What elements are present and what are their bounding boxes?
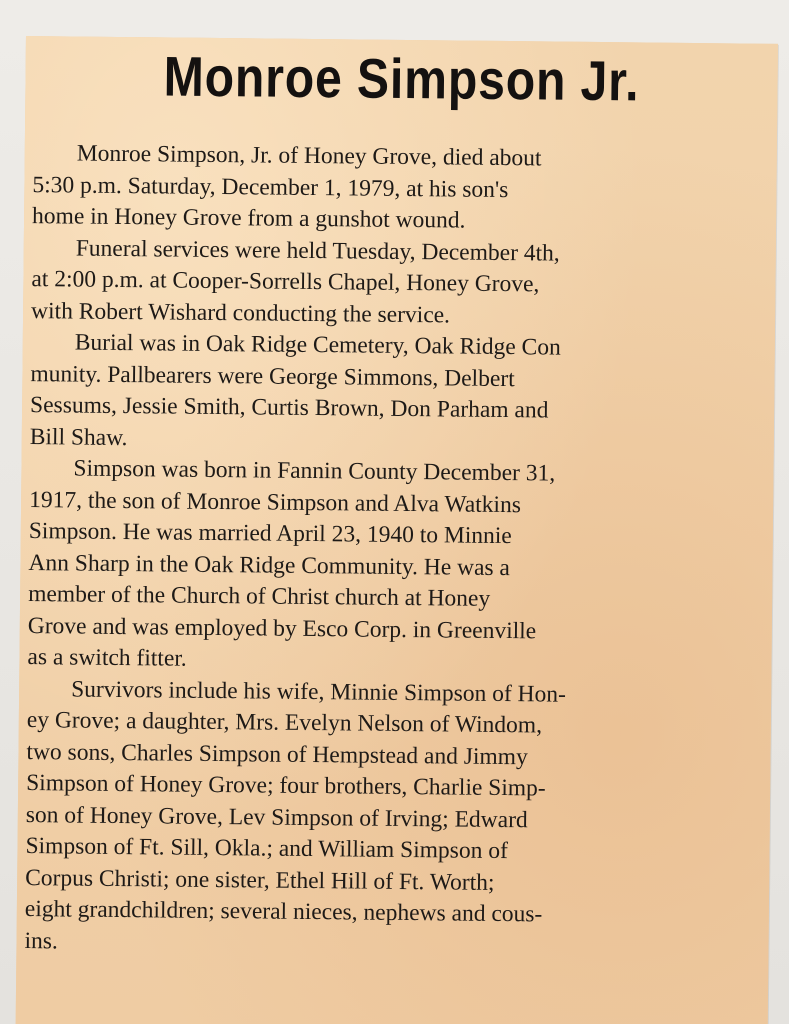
- article-paragraph: [31, 233, 778, 335]
- article-line: 5:30 p.m. Saturday, December 1, 1979, at his son's: [32, 171, 509, 203]
- article-line: ins.: [24, 927, 58, 954]
- article-line: with Robert Wishard conducting the service.: [30, 297, 451, 328]
- article-line: as a switch fitter.: [27, 644, 187, 672]
- article-line: Survivors include his wife, Minnie Simpson of Hon-: [71, 676, 567, 708]
- article-line: son of Honey Grove, Lev Simpson of Irving; Edward: [25, 801, 528, 833]
- article-line: member of the Church of Christ church at Honey: [28, 581, 491, 612]
- article-paragraph: [32, 138, 778, 240]
- article-line: Corpus Christi; one sister, Ethel Hill of Ft. Worth;: [25, 864, 495, 896]
- obituary-article: [24, 138, 778, 965]
- article-line: home in Honey Grove from a gunshot wound.: [31, 203, 466, 234]
- article-paragraph: [24, 674, 775, 965]
- article-line: Simpson was born in Fannin County December 31,: [73, 455, 556, 487]
- obituary-headline: Monroe Simpson Jr.: [163, 44, 640, 113]
- article-line: munity. Pallbearers were George Simmons, Delbert: [30, 360, 515, 392]
- article-line: Burial was in Oak Ridge Cemetery, Oak Ridge Con: [74, 329, 561, 361]
- article-paragraph: [30, 327, 778, 461]
- article-line: Simpson. He was married April 23, 1940 to Minnie: [28, 518, 512, 550]
- article-line: Monroe Simpson, Jr. of Honey Grove, died about: [76, 140, 542, 172]
- article-line: eight grandchildren; several nieces, nephews and cous-: [24, 896, 543, 928]
- article-line: Simpson of Honey Grove; four brothers, Charlie Simp-: [26, 770, 546, 802]
- article-line: Grove and was employed by Esco Corp. in Greenville: [27, 612, 537, 644]
- article-line: Ann Sharp in the Oak Ridge Community. He was a: [28, 549, 511, 581]
- article-line: Funeral services were held Tuesday, December 4th,: [75, 235, 560, 267]
- article-line: ey Grove; a daughter, Mrs. Evelyn Nelson of Windom,: [26, 707, 543, 739]
- article-line: 1917, the son of Monroe Simpson and Alva Watkins: [29, 486, 522, 518]
- newspaper-clipping: [16, 36, 778, 1024]
- article-line: Bill Shaw.: [29, 423, 128, 451]
- article-line: Sessums, Jessie Smith, Curtis Brown, Don Parham and: [29, 392, 549, 424]
- article-line: at 2:00 p.m. at Cooper-Sorrells Chapel, Honey Grove,: [31, 266, 540, 298]
- article-line: two sons, Charles Simpson of Hempstead and Jimmy: [26, 738, 528, 770]
- article-line: Simpson of Ft. Sill, Okla.; and William Simpson of: [25, 833, 508, 865]
- article-paragraph: [27, 453, 777, 681]
